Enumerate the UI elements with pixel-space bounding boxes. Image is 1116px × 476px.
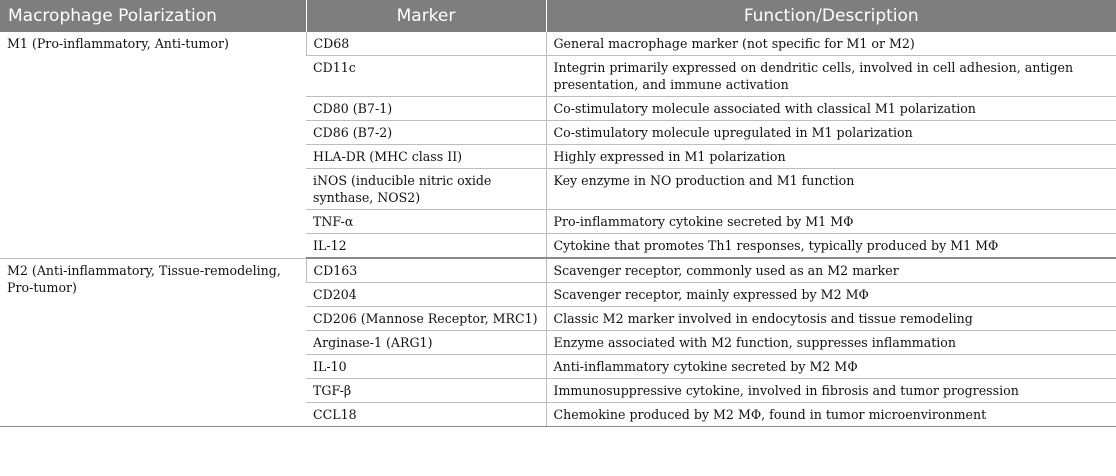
table-body — [0, 32, 1116, 427]
header-marker: Marker — [306, 0, 546, 32]
table-row — [0, 258, 1116, 283]
description-cell: Chemokine produced by M2 MΦ, found in tumor microenvironment — [546, 403, 1116, 427]
description-cell: Scavenger receptor, mainly expressed by M2 MΦ — [546, 283, 1116, 307]
description-cell: Classic M2 marker involved in endocytosis and tissue remodeling — [546, 307, 1116, 331]
marker-cell: TNF-α — [306, 210, 546, 234]
description-cell: General macrophage marker (not specific for M1 or M2) — [546, 32, 1116, 56]
marker-cell: CD163 — [306, 258, 546, 283]
header-row — [0, 0, 1116, 32]
marker-cell: Arginase-1 (ARG1) — [306, 331, 546, 355]
table-header — [0, 0, 1116, 32]
polarization-cell-m1: M1 (Pro-inflammatory, Anti-tumor) — [0, 32, 306, 258]
polarization-cell-m2: M2 (Anti-inflammatory, Tissue-remodeling, Pro-tumor) — [0, 258, 306, 427]
description-cell: Enzyme associated with M2 function, suppresses inflammation — [546, 331, 1116, 355]
description-cell: Scavenger receptor, commonly used as an M2 marker — [546, 258, 1116, 283]
description-cell: Anti-inflammatory cytokine secreted by M2 MΦ — [546, 355, 1116, 379]
description-cell: Pro-inflammatory cytokine secreted by M1 MΦ — [546, 210, 1116, 234]
marker-cell: CD80 (B7-1) — [306, 97, 546, 121]
marker-cell: IL-12 — [306, 234, 546, 259]
marker-cell: CD86 (B7-2) — [306, 121, 546, 145]
marker-cell: CD204 — [306, 283, 546, 307]
description-cell: Key enzyme in NO production and M1 function — [546, 169, 1116, 210]
marker-cell: iNOS (inducible nitric oxide synthase, NOS2) — [306, 169, 546, 210]
description-cell: Co-stimulatory molecule associated with classical M1 polarization — [546, 97, 1116, 121]
marker-cell: TGF-β — [306, 379, 546, 403]
marker-cell: CD11c — [306, 56, 546, 97]
description-cell: Integrin primarily expressed on dendritic cells, involved in cell adhesion, antigen presentation, and immune activation — [546, 56, 1116, 97]
description-cell: Co-stimulatory molecule upregulated in M1 polarization — [546, 121, 1116, 145]
marker-cell: CD206 (Mannose Receptor, MRC1) — [306, 307, 546, 331]
description-cell: Immunosuppressive cytokine, involved in fibrosis and tumor progression — [546, 379, 1116, 403]
header-polarization: Macrophage Polarization — [0, 0, 306, 32]
description-cell: Cytokine that promotes Th1 responses, typically produced by M1 MΦ — [546, 234, 1116, 259]
marker-cell: CD68 — [306, 32, 546, 56]
marker-cell: CCL18 — [306, 403, 546, 427]
header-function: Function/Description — [546, 0, 1116, 32]
table-row — [0, 32, 1116, 56]
description-cell: Highly expressed in M1 polarization — [546, 145, 1116, 169]
marker-cell: IL-10 — [306, 355, 546, 379]
marker-cell: HLA-DR (MHC class II) — [306, 145, 546, 169]
